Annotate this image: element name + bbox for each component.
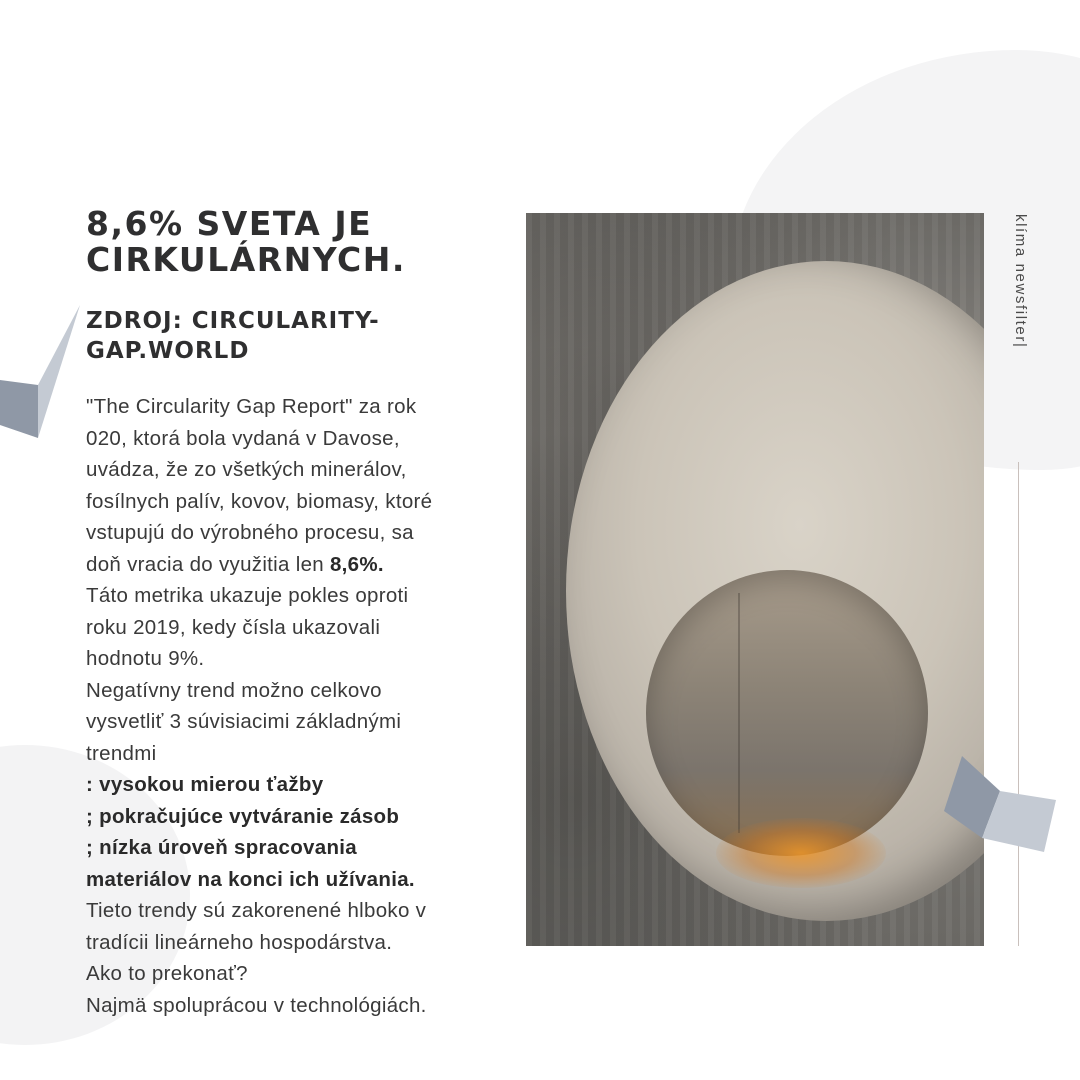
body-line: hodnotu 9%.	[86, 647, 205, 670]
body-line: vysvetliť 3 súvisiacimi základnými	[86, 710, 402, 733]
trend-item: ; nízka úroveň spracovania	[86, 836, 357, 859]
body-line: roku 2019, kedy čísla ukazovali	[86, 615, 381, 639]
folded-paper-icon	[0, 305, 82, 440]
concrete-circle-photo	[526, 213, 984, 946]
body-line-text: doň vracia do využitia len	[86, 552, 330, 576]
divider-line	[1018, 462, 1019, 946]
trend-item: ; pokračujúce vytváranie zásob	[86, 804, 400, 828]
headline	[86, 206, 506, 278]
body-line-with-highlight	[86, 549, 506, 581]
brand-label: klíma newsfilter|	[1012, 214, 1029, 349]
body-line: Ako to prekonať?	[86, 962, 248, 985]
photo-light-glow	[716, 818, 886, 888]
trend-item: materiálov na konci ich užívania.	[86, 867, 415, 891]
body-text	[86, 391, 506, 1021]
source-heading	[86, 306, 506, 366]
headline-line-1: 8,6% SVETA JE	[86, 204, 373, 243]
photo-inner-seam	[738, 593, 740, 833]
body-line: vstupujú do výrobného procesu, sa	[86, 521, 414, 544]
body-line: tradícii lineárneho hospodárstva.	[86, 930, 393, 954]
body-line: uvádza, že zo všetkých minerálov,	[86, 458, 407, 481]
body-line: trendmi	[86, 741, 157, 765]
body-line: Najmä spoluprácou v technológiách.	[86, 993, 427, 1017]
body-line: 020, ktorá bola vydaná v Davose,	[86, 426, 400, 450]
folded-paper-icon	[942, 756, 1058, 852]
photo-inner-circle	[646, 570, 928, 856]
headline-line-2: CIRKULÁRNYCH.	[86, 240, 406, 279]
body-line: "The Circularity Gap Report" za rok	[86, 395, 417, 418]
body-line: Táto metrika ukazuje pokles oproti	[86, 584, 409, 607]
body-line: Negatívny trend možno celkovo	[86, 678, 382, 702]
body-line: fosílnych palív, kovov, biomasy, ktoré	[86, 489, 433, 513]
source-line-2: GAP.WORLD	[86, 338, 250, 364]
trend-item: : vysokou mierou ťažby	[86, 773, 324, 796]
source-line-1: ZDROJ: CIRCULARITY-	[86, 308, 380, 334]
body-line: Tieto trendy sú zakorenené hlboko v	[86, 899, 427, 922]
highlight-percentage: 8,6%.	[329, 552, 384, 576]
